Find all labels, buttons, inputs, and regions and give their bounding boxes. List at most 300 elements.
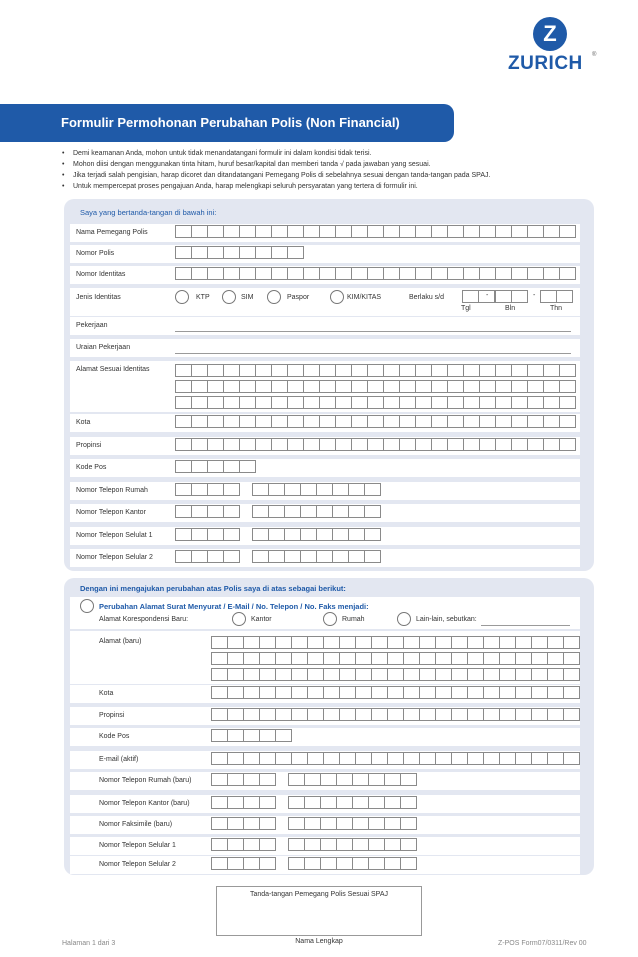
char-cell[interactable] xyxy=(528,365,544,376)
char-cell[interactable] xyxy=(512,381,528,392)
char-cell[interactable] xyxy=(256,416,272,427)
char-cell[interactable] xyxy=(321,774,337,785)
char-cell[interactable] xyxy=(285,551,301,562)
char-cell[interactable] xyxy=(333,484,349,495)
char-cell[interactable] xyxy=(292,753,308,764)
address-change-radio[interactable] xyxy=(80,599,94,613)
char-cell[interactable] xyxy=(436,687,452,698)
char-cell[interactable] xyxy=(192,416,208,427)
char-cell[interactable] xyxy=(176,226,192,237)
char-cell[interactable] xyxy=(228,730,244,741)
char-cell[interactable] xyxy=(272,416,288,427)
char-cell[interactable] xyxy=(560,365,576,376)
char-cell[interactable] xyxy=(260,730,276,741)
char-cell[interactable] xyxy=(548,653,564,664)
char-cell[interactable] xyxy=(416,381,432,392)
char-cell[interactable] xyxy=(452,753,468,764)
char-cell[interactable] xyxy=(208,484,224,495)
char-cell[interactable] xyxy=(208,247,224,258)
char-cell[interactable] xyxy=(480,416,496,427)
char-cell[interactable] xyxy=(484,753,500,764)
char-cell[interactable] xyxy=(340,709,356,720)
char-cell[interactable] xyxy=(333,551,349,562)
char-cell[interactable] xyxy=(548,753,564,764)
char-cell[interactable] xyxy=(464,397,480,408)
char-cell[interactable] xyxy=(516,687,532,698)
char-cell[interactable] xyxy=(240,247,256,258)
id-number-input[interactable] xyxy=(175,267,576,280)
char-cell[interactable] xyxy=(208,461,224,472)
new-mobile1-number-input[interactable] xyxy=(288,838,417,851)
char-cell[interactable] xyxy=(192,461,208,472)
char-cell[interactable] xyxy=(452,709,468,720)
char-cell[interactable] xyxy=(400,268,416,279)
char-cell[interactable] xyxy=(432,365,448,376)
char-cell[interactable] xyxy=(388,753,404,764)
char-cell[interactable] xyxy=(528,226,544,237)
char-cell[interactable] xyxy=(208,529,224,540)
char-cell[interactable] xyxy=(356,637,372,648)
char-cell[interactable] xyxy=(385,858,401,869)
char-cell[interactable] xyxy=(401,774,417,785)
char-cell[interactable] xyxy=(317,484,333,495)
char-cell[interactable] xyxy=(240,461,256,472)
char-cell[interactable] xyxy=(192,397,208,408)
char-cell[interactable] xyxy=(404,753,420,764)
id-kimkitas-radio[interactable] xyxy=(330,290,344,304)
char-cell[interactable] xyxy=(256,439,272,450)
mobile2-number-input[interactable] xyxy=(252,550,381,563)
char-cell[interactable] xyxy=(416,439,432,450)
char-cell[interactable] xyxy=(352,381,368,392)
char-cell[interactable] xyxy=(544,381,560,392)
char-cell[interactable] xyxy=(176,381,192,392)
char-cell[interactable] xyxy=(512,365,528,376)
char-cell[interactable] xyxy=(480,397,496,408)
char-cell[interactable] xyxy=(176,506,192,517)
char-cell[interactable] xyxy=(269,551,285,562)
char-cell[interactable] xyxy=(208,365,224,376)
char-cell[interactable] xyxy=(416,397,432,408)
char-cell[interactable] xyxy=(256,226,272,237)
char-cell[interactable] xyxy=(384,416,400,427)
office-phone-number-input[interactable] xyxy=(252,505,381,518)
char-cell[interactable] xyxy=(285,529,301,540)
char-cell[interactable] xyxy=(388,637,404,648)
char-cell[interactable] xyxy=(352,397,368,408)
char-cell[interactable] xyxy=(560,226,576,237)
char-cell[interactable] xyxy=(352,439,368,450)
char-cell[interactable] xyxy=(544,439,560,450)
char-cell[interactable] xyxy=(352,226,368,237)
char-cell[interactable] xyxy=(288,416,304,427)
new-city-input[interactable] xyxy=(211,686,580,699)
char-cell[interactable] xyxy=(404,669,420,680)
corr-other-radio[interactable] xyxy=(397,612,411,626)
char-cell[interactable] xyxy=(212,653,228,664)
char-cell[interactable] xyxy=(352,365,368,376)
char-cell[interactable] xyxy=(500,709,516,720)
char-cell[interactable] xyxy=(484,709,500,720)
char-cell[interactable] xyxy=(324,709,340,720)
char-cell[interactable] xyxy=(432,381,448,392)
char-cell[interactable] xyxy=(432,416,448,427)
char-cell[interactable] xyxy=(464,416,480,427)
char-cell[interactable] xyxy=(500,753,516,764)
char-cell[interactable] xyxy=(224,439,240,450)
char-cell[interactable] xyxy=(212,637,228,648)
email-input[interactable] xyxy=(211,752,580,765)
char-cell[interactable] xyxy=(496,365,512,376)
char-cell[interactable] xyxy=(484,653,500,664)
char-cell[interactable] xyxy=(436,753,452,764)
char-cell[interactable] xyxy=(512,226,528,237)
char-cell[interactable] xyxy=(305,818,321,829)
char-cell[interactable] xyxy=(401,858,417,869)
char-cell[interactable] xyxy=(544,397,560,408)
char-cell[interactable] xyxy=(448,226,464,237)
char-cell[interactable] xyxy=(260,774,276,785)
char-cell[interactable] xyxy=(289,774,305,785)
char-cell[interactable] xyxy=(253,506,269,517)
char-cell[interactable] xyxy=(301,551,317,562)
char-cell[interactable] xyxy=(260,858,276,869)
char-cell[interactable] xyxy=(224,226,240,237)
valid-day-input[interactable] xyxy=(462,290,495,303)
char-cell[interactable] xyxy=(192,365,208,376)
char-cell[interactable] xyxy=(400,365,416,376)
char-cell[interactable] xyxy=(548,669,564,680)
new-province-input[interactable] xyxy=(211,708,580,721)
char-cell[interactable] xyxy=(528,416,544,427)
char-cell[interactable] xyxy=(353,797,369,808)
char-cell[interactable] xyxy=(240,365,256,376)
char-cell[interactable] xyxy=(240,268,256,279)
char-cell[interactable] xyxy=(192,506,208,517)
char-cell[interactable] xyxy=(452,637,468,648)
char-cell[interactable] xyxy=(240,397,256,408)
char-cell[interactable] xyxy=(372,753,388,764)
char-cell[interactable] xyxy=(308,687,324,698)
char-cell[interactable] xyxy=(512,291,528,302)
char-cell[interactable] xyxy=(244,858,260,869)
char-cell[interactable] xyxy=(260,669,276,680)
char-cell[interactable] xyxy=(468,669,484,680)
char-cell[interactable] xyxy=(480,439,496,450)
char-cell[interactable] xyxy=(385,797,401,808)
char-cell[interactable] xyxy=(317,529,333,540)
char-cell[interactable] xyxy=(320,439,336,450)
char-cell[interactable] xyxy=(500,637,516,648)
char-cell[interactable] xyxy=(244,687,260,698)
id-address-line1-input[interactable] xyxy=(175,364,576,377)
char-cell[interactable] xyxy=(420,669,436,680)
char-cell[interactable] xyxy=(288,268,304,279)
char-cell[interactable] xyxy=(468,653,484,664)
new-fax-number-input[interactable] xyxy=(288,817,417,830)
char-cell[interactable] xyxy=(480,365,496,376)
char-cell[interactable] xyxy=(212,669,228,680)
char-cell[interactable] xyxy=(384,381,400,392)
char-cell[interactable] xyxy=(452,653,468,664)
char-cell[interactable] xyxy=(384,397,400,408)
char-cell[interactable] xyxy=(192,551,208,562)
policy-number-input[interactable] xyxy=(175,246,304,259)
char-cell[interactable] xyxy=(272,397,288,408)
occupation-desc-input[interactable] xyxy=(175,353,571,354)
char-cell[interactable] xyxy=(352,416,368,427)
char-cell[interactable] xyxy=(176,439,192,450)
char-cell[interactable] xyxy=(256,381,272,392)
char-cell[interactable] xyxy=(448,397,464,408)
char-cell[interactable] xyxy=(317,506,333,517)
char-cell[interactable] xyxy=(484,669,500,680)
char-cell[interactable] xyxy=(404,709,420,720)
char-cell[interactable] xyxy=(353,858,369,869)
char-cell[interactable] xyxy=(192,247,208,258)
char-cell[interactable] xyxy=(224,247,240,258)
char-cell[interactable] xyxy=(368,226,384,237)
char-cell[interactable] xyxy=(224,365,240,376)
char-cell[interactable] xyxy=(304,268,320,279)
char-cell[interactable] xyxy=(244,653,260,664)
char-cell[interactable] xyxy=(336,397,352,408)
char-cell[interactable] xyxy=(365,529,381,540)
char-cell[interactable] xyxy=(516,709,532,720)
char-cell[interactable] xyxy=(385,818,401,829)
corr-home-radio[interactable] xyxy=(323,612,337,626)
char-cell[interactable] xyxy=(305,797,321,808)
char-cell[interactable] xyxy=(564,669,580,680)
char-cell[interactable] xyxy=(320,416,336,427)
char-cell[interactable] xyxy=(340,669,356,680)
new-home-phone-number-input[interactable] xyxy=(288,773,417,786)
char-cell[interactable] xyxy=(372,653,388,664)
char-cell[interactable] xyxy=(208,226,224,237)
char-cell[interactable] xyxy=(388,687,404,698)
char-cell[interactable] xyxy=(288,381,304,392)
char-cell[interactable] xyxy=(260,687,276,698)
char-cell[interactable] xyxy=(353,839,369,850)
char-cell[interactable] xyxy=(208,416,224,427)
char-cell[interactable] xyxy=(548,709,564,720)
new-postal-input[interactable] xyxy=(211,729,292,742)
char-cell[interactable] xyxy=(317,551,333,562)
char-cell[interactable] xyxy=(349,484,365,495)
char-cell[interactable] xyxy=(260,818,276,829)
char-cell[interactable] xyxy=(516,637,532,648)
char-cell[interactable] xyxy=(228,797,244,808)
char-cell[interactable] xyxy=(560,439,576,450)
new-address-line2-input[interactable] xyxy=(211,652,580,665)
char-cell[interactable] xyxy=(321,839,337,850)
char-cell[interactable] xyxy=(276,637,292,648)
char-cell[interactable] xyxy=(337,839,353,850)
char-cell[interactable] xyxy=(349,551,365,562)
char-cell[interactable] xyxy=(365,484,381,495)
char-cell[interactable] xyxy=(372,709,388,720)
char-cell[interactable] xyxy=(272,439,288,450)
char-cell[interactable] xyxy=(340,637,356,648)
char-cell[interactable] xyxy=(208,551,224,562)
char-cell[interactable] xyxy=(192,439,208,450)
char-cell[interactable] xyxy=(320,397,336,408)
new-office-phone-number-input[interactable] xyxy=(288,796,417,809)
char-cell[interactable] xyxy=(208,381,224,392)
new-mobile2-prefix-input[interactable] xyxy=(211,857,276,870)
char-cell[interactable] xyxy=(256,268,272,279)
char-cell[interactable] xyxy=(224,416,240,427)
char-cell[interactable] xyxy=(308,753,324,764)
char-cell[interactable] xyxy=(208,397,224,408)
char-cell[interactable] xyxy=(304,381,320,392)
char-cell[interactable] xyxy=(336,226,352,237)
char-cell[interactable] xyxy=(528,381,544,392)
char-cell[interactable] xyxy=(224,397,240,408)
char-cell[interactable] xyxy=(276,753,292,764)
new-address-line1-input[interactable] xyxy=(211,636,580,649)
char-cell[interactable] xyxy=(544,226,560,237)
char-cell[interactable] xyxy=(448,416,464,427)
char-cell[interactable] xyxy=(260,797,276,808)
char-cell[interactable] xyxy=(308,637,324,648)
char-cell[interactable] xyxy=(269,484,285,495)
char-cell[interactable] xyxy=(228,858,244,869)
char-cell[interactable] xyxy=(244,709,260,720)
char-cell[interactable] xyxy=(484,637,500,648)
char-cell[interactable] xyxy=(404,653,420,664)
char-cell[interactable] xyxy=(372,687,388,698)
valid-year-input[interactable] xyxy=(540,290,573,303)
char-cell[interactable] xyxy=(288,439,304,450)
char-cell[interactable] xyxy=(516,753,532,764)
char-cell[interactable] xyxy=(260,637,276,648)
char-cell[interactable] xyxy=(320,381,336,392)
char-cell[interactable] xyxy=(176,551,192,562)
char-cell[interactable] xyxy=(401,818,417,829)
char-cell[interactable] xyxy=(240,439,256,450)
char-cell[interactable] xyxy=(340,687,356,698)
char-cell[interactable] xyxy=(544,365,560,376)
char-cell[interactable] xyxy=(212,730,228,741)
char-cell[interactable] xyxy=(496,291,512,302)
char-cell[interactable] xyxy=(336,365,352,376)
char-cell[interactable] xyxy=(384,439,400,450)
char-cell[interactable] xyxy=(272,365,288,376)
char-cell[interactable] xyxy=(240,381,256,392)
id-address-line3-input[interactable] xyxy=(175,396,576,409)
char-cell[interactable] xyxy=(384,268,400,279)
char-cell[interactable] xyxy=(212,858,228,869)
char-cell[interactable] xyxy=(212,839,228,850)
char-cell[interactable] xyxy=(432,226,448,237)
char-cell[interactable] xyxy=(276,687,292,698)
char-cell[interactable] xyxy=(224,551,240,562)
char-cell[interactable] xyxy=(448,381,464,392)
char-cell[interactable] xyxy=(192,381,208,392)
id-paspor-radio[interactable] xyxy=(267,290,281,304)
char-cell[interactable] xyxy=(468,753,484,764)
char-cell[interactable] xyxy=(432,397,448,408)
char-cell[interactable] xyxy=(289,797,305,808)
char-cell[interactable] xyxy=(192,268,208,279)
char-cell[interactable] xyxy=(420,653,436,664)
char-cell[interactable] xyxy=(304,397,320,408)
char-cell[interactable] xyxy=(532,653,548,664)
char-cell[interactable] xyxy=(369,797,385,808)
char-cell[interactable] xyxy=(320,365,336,376)
char-cell[interactable] xyxy=(289,858,305,869)
char-cell[interactable] xyxy=(304,365,320,376)
char-cell[interactable] xyxy=(388,669,404,680)
char-cell[interactable] xyxy=(388,709,404,720)
char-cell[interactable] xyxy=(244,669,260,680)
char-cell[interactable] xyxy=(356,687,372,698)
char-cell[interactable] xyxy=(288,365,304,376)
char-cell[interactable] xyxy=(224,529,240,540)
char-cell[interactable] xyxy=(256,247,272,258)
char-cell[interactable] xyxy=(176,461,192,472)
char-cell[interactable] xyxy=(532,709,548,720)
char-cell[interactable] xyxy=(288,247,304,258)
char-cell[interactable] xyxy=(304,439,320,450)
char-cell[interactable] xyxy=(333,529,349,540)
char-cell[interactable] xyxy=(560,381,576,392)
char-cell[interactable] xyxy=(480,268,496,279)
char-cell[interactable] xyxy=(432,439,448,450)
char-cell[interactable] xyxy=(532,753,548,764)
char-cell[interactable] xyxy=(416,268,432,279)
char-cell[interactable] xyxy=(253,529,269,540)
char-cell[interactable] xyxy=(337,858,353,869)
char-cell[interactable] xyxy=(496,268,512,279)
char-cell[interactable] xyxy=(557,291,573,302)
char-cell[interactable] xyxy=(192,484,208,495)
char-cell[interactable] xyxy=(420,637,436,648)
char-cell[interactable] xyxy=(176,416,192,427)
char-cell[interactable] xyxy=(464,381,480,392)
char-cell[interactable] xyxy=(564,687,580,698)
char-cell[interactable] xyxy=(276,653,292,664)
char-cell[interactable] xyxy=(500,653,516,664)
char-cell[interactable] xyxy=(516,669,532,680)
char-cell[interactable] xyxy=(484,687,500,698)
char-cell[interactable] xyxy=(292,653,308,664)
char-cell[interactable] xyxy=(564,753,580,764)
new-address-line3-input[interactable] xyxy=(211,668,580,681)
char-cell[interactable] xyxy=(333,506,349,517)
char-cell[interactable] xyxy=(224,381,240,392)
char-cell[interactable] xyxy=(308,669,324,680)
char-cell[interactable] xyxy=(260,753,276,764)
char-cell[interactable] xyxy=(416,365,432,376)
char-cell[interactable] xyxy=(276,730,292,741)
char-cell[interactable] xyxy=(340,653,356,664)
char-cell[interactable] xyxy=(385,774,401,785)
char-cell[interactable] xyxy=(289,839,305,850)
home-phone-number-input[interactable] xyxy=(252,483,381,496)
char-cell[interactable] xyxy=(480,226,496,237)
char-cell[interactable] xyxy=(260,839,276,850)
char-cell[interactable] xyxy=(308,709,324,720)
char-cell[interactable] xyxy=(212,797,228,808)
char-cell[interactable] xyxy=(368,365,384,376)
policy-holder-name-input[interactable] xyxy=(175,225,576,238)
char-cell[interactable] xyxy=(320,268,336,279)
occupation-input[interactable] xyxy=(175,331,571,332)
char-cell[interactable] xyxy=(176,529,192,540)
char-cell[interactable] xyxy=(292,687,308,698)
